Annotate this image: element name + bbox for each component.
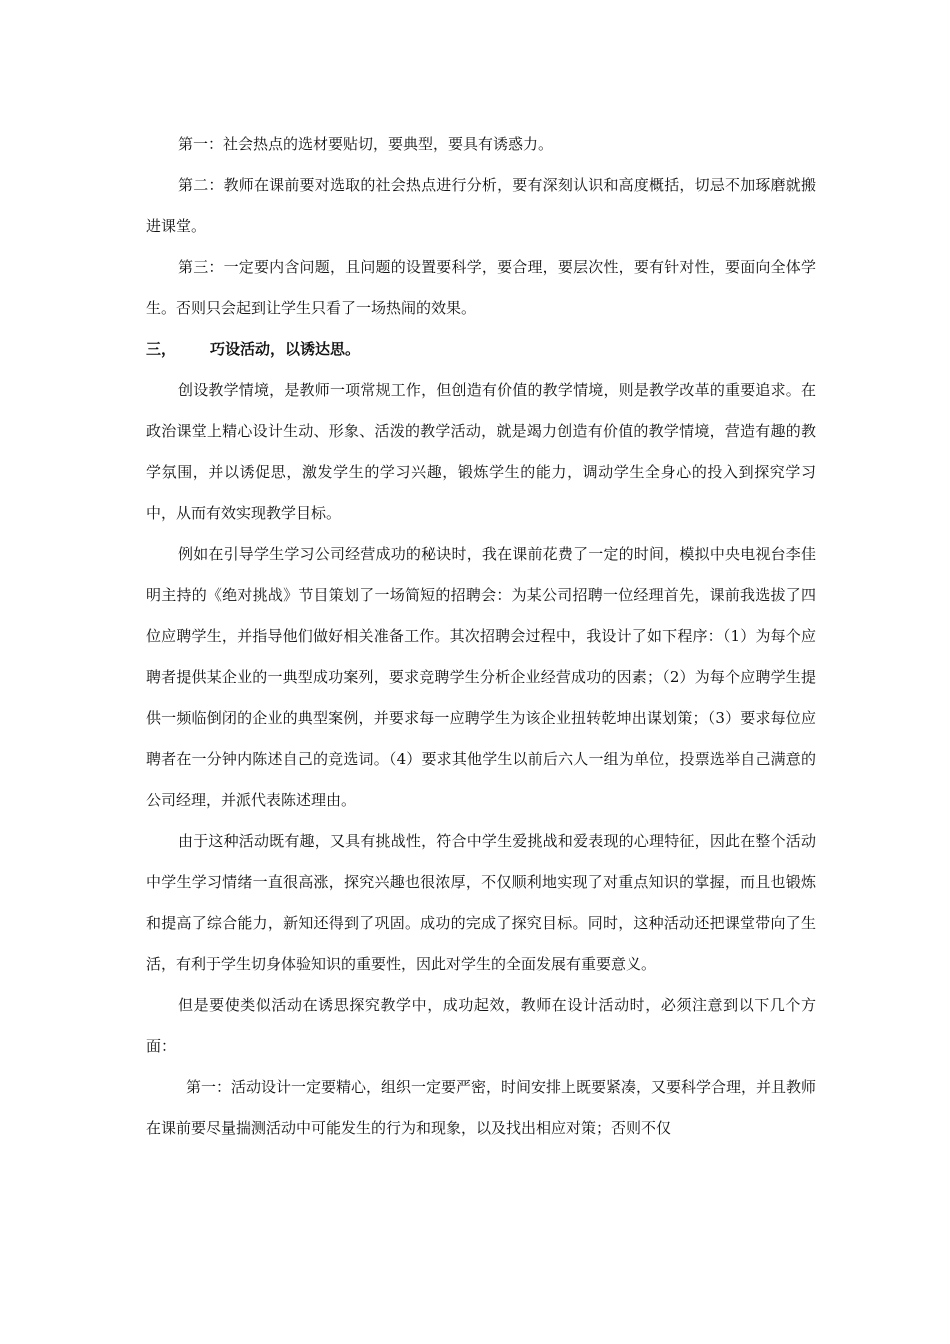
- document-body: [146, 124, 816, 1149]
- paragraph-point-3: 第三：一定要内含问题，且问题的设置要科学，要合理，要层次性，要有针对性，要面向全体学生。否则只会起到让学生只看了一场热闹的效果。: [146, 258, 816, 317]
- paragraph-activity-point-1: 第一：活动设计一定要精心，组织一定要严密，时间安排上既要紧凑，又要科学合理，并且教师在课前要尽量揣测活动中可能发生的行为和现象，以及找出相应对策；否则不仅: [146, 1078, 817, 1137]
- paragraph-intro: 创设教学情境，是教师一项常规工作，但创造有价值的教学情境，则是教学改革的重要追求。在政治课堂上精心设计生动、形象、活泼的教学活动，就是竭力创造有价值的教学情境，营造有趣的教学氛围，并以诱促思，激发学生的学习兴趣，锻炼学生的能力，调动学生全身心的投入到探究学习中，从而有效实现教学目标。: [146, 381, 816, 522]
- paragraph-point-2: 第二：教师在课前要对选取的社会热点进行分析，要有深刻认识和高度概括，切忌不加琢磨就搬进课堂。: [146, 176, 816, 235]
- section-title: 巧设活动，以诱达思。: [210, 340, 361, 358]
- paragraph-effect: 由于这种活动既有趣，又具有挑战性，符合中学生爱挑战和爱表现的心理特征，因此在整个活动中学生学习情绪一直很高涨，探究兴趣也很浓厚，不仅顺利地实现了对重点知识的掌握，而且也锻炼和提高了综合能力，新知还得到了巩固。成功的完成了探究目标。同时，这种活动还把课堂带向了生活，有利于学生切身体验知识的重要性，因此对学生的全面发展有重要意义。: [146, 832, 816, 973]
- section-heading: [146, 329, 816, 370]
- paragraph-point-1: 第一：社会热点的选材要贴切，要典型，要具有诱惑力。: [178, 135, 554, 153]
- section-number: 三，: [146, 340, 177, 358]
- paragraph-requirements: 但是要使类似活动在诱思探究教学中，成功起效，教师在设计活动时，必须注意到以下几个方面：: [146, 996, 816, 1055]
- paragraph-example: 例如在引导学生学习公司经营成功的秘诀时，我在课前花费了一定的时间，模拟中央电视台李佳明主持的《绝对挑战》节目策划了一场简短的招聘会：为某公司招聘一位经理首先，课前我选拔了四位应聘学生，并指导他们做好相关准备工作。其次招聘会过程中，我设计了如下程序：（1）为每个应聘者提供某企业的一典型成功案列，要求竞聘学生分析企业经营成功的因素；（2）为每个应聘学生提供一频临倒闭的企业的典型案例，并要求每一应聘学生为该企业扭转乾坤出谋划策；（3）要求每位应聘者在一分钟内陈述自己的竞选词。（4）要求其他学生以前后六人一组为单位，投票选举自己满意的公司经理，并派代表陈述理由。: [146, 545, 816, 809]
